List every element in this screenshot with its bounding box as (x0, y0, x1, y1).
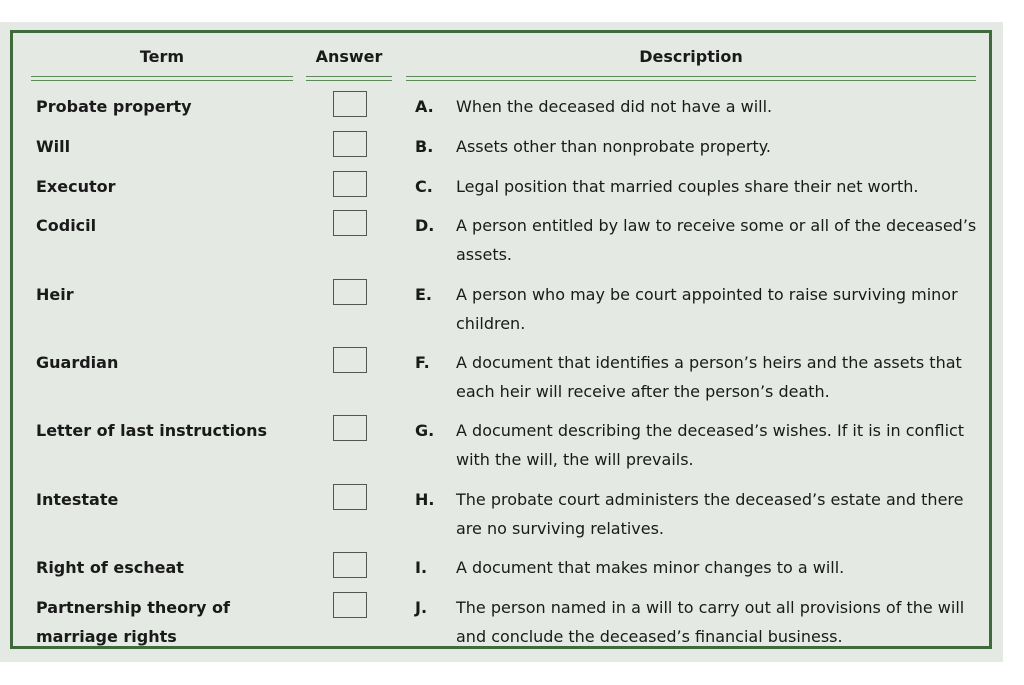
term-label: Guardian (36, 353, 119, 372)
header-rule-term (31, 76, 293, 81)
term-label: Intestate (36, 490, 119, 509)
matching-exercise-panel (0, 22, 1003, 662)
description-text: A document describing the deceased’s wishes. If it is in conflict with the will, the will prevails. (456, 421, 965, 469)
description-letter: F. (415, 353, 430, 372)
description-text: A person who may be court appointed to raise surviving minor children. (456, 285, 958, 333)
description-text: The person named in a will to carry out all provisions of the will and conclude the deceased’s financial business. (456, 598, 965, 646)
description-letter: A. (415, 97, 434, 116)
description-text: A document that identifies a person’s heirs and the assets that each heir will receive after the person’s death. (456, 353, 962, 401)
answer-box[interactable] (333, 347, 367, 373)
description-letter: C. (415, 177, 433, 196)
header-term: Term (139, 47, 185, 66)
header-description: Description (639, 47, 743, 66)
term-label: Right of escheat (36, 558, 184, 577)
answer-box[interactable] (333, 552, 367, 578)
description-letter: D. (415, 216, 435, 235)
matching-table (10, 30, 992, 649)
term-label: Partnership theory of marriage rights (36, 598, 230, 646)
term-label: Codicil (36, 216, 97, 235)
answer-box[interactable] (333, 592, 367, 618)
description-text: Legal position that married couples share their net worth. (456, 177, 919, 196)
answer-box[interactable] (333, 484, 367, 510)
description-text: Assets other than nonprobate property. (456, 137, 772, 156)
description-letter: I. (415, 558, 428, 577)
description-letter: H. (415, 490, 435, 509)
term-label: Probate property (36, 97, 192, 116)
answer-box[interactable] (333, 415, 367, 441)
answer-box[interactable] (333, 91, 367, 117)
term-label: Executor (36, 177, 116, 196)
header-rule-description (406, 76, 976, 81)
description-text: The probate court administers the deceased’s estate and there are no surviving relatives. (456, 490, 964, 538)
term-label: Letter of last instructions (36, 421, 268, 440)
description-letter: B. (415, 137, 434, 156)
header-answer: Answer (315, 47, 383, 66)
answer-box[interactable] (333, 279, 367, 305)
description-text: A person entitled by law to receive some or all of the deceased’s assets. (456, 216, 977, 264)
answer-box[interactable] (333, 210, 367, 236)
description-letter: J. (415, 598, 428, 617)
description-text: When the deceased did not have a will. (456, 97, 773, 116)
term-label: Will (36, 137, 71, 156)
answer-box[interactable] (333, 131, 367, 157)
answer-box[interactable] (333, 171, 367, 197)
description-text: A document that makes minor changes to a will. (456, 558, 845, 577)
term-label: Heir (36, 285, 74, 304)
description-letter: E. (415, 285, 433, 304)
description-letter: G. (415, 421, 435, 440)
header-rule-answer (306, 76, 392, 81)
